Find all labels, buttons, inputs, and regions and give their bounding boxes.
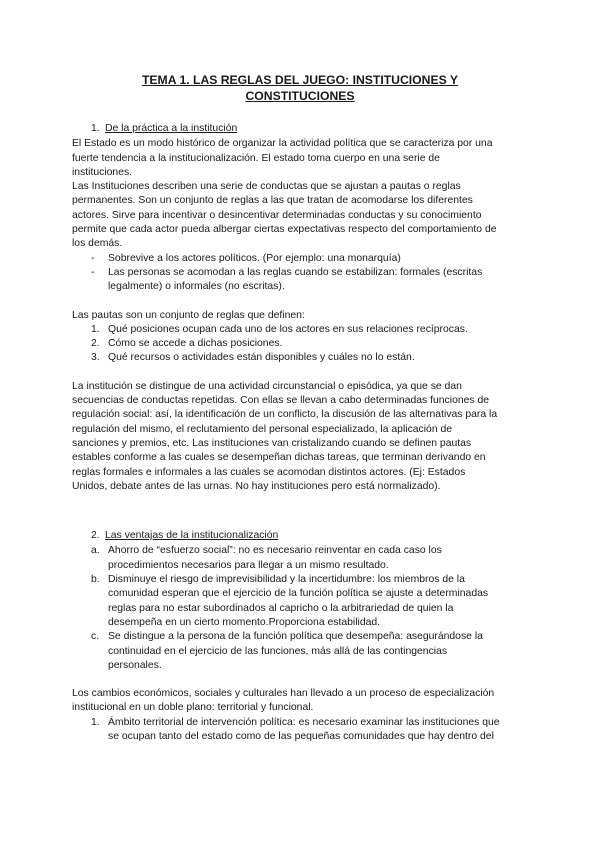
text-line: El Estado es un modo histórico de organizar la actividad política que se caracteriza por una <box>72 138 493 150</box>
text-line: instituciones. <box>72 166 133 178</box>
text-line: desempeña en un cierto momento.Proporciona estabilidad. <box>108 616 381 628</box>
text-line: fuerte tendencia a la institucionalización. El estado toma cuerpo en una serie de <box>72 152 440 164</box>
list-marker: 2. <box>91 338 100 350</box>
text-line: Sobrevive a los actores políticos. (Por ejemplo: una monarquía) <box>108 252 401 264</box>
text-line: sanciones y premios, etc. Las instituciones van cristalizando cuando se definen pautas <box>72 437 472 449</box>
paragraph: Las pautas son un conjunto de reglas que definen: <box>72 309 305 321</box>
document-page <box>72 72 528 744</box>
list-marker: a. <box>91 545 100 557</box>
list-marker: 1. <box>91 323 100 335</box>
text-line: permite que cada actor pueda albergar ciertas expectativas respecto del comportamiento de <box>72 224 497 236</box>
text-line: La institución se distingue de una actividad circunstancial o episódica, ya que se dan <box>72 380 462 392</box>
text-line: regulación social: así, la identificación de un conflicto, la discusión de las alternativas para la <box>72 409 498 421</box>
numbered-list-item <box>72 323 528 337</box>
section-number: 2. <box>91 530 100 542</box>
list-marker: - <box>91 252 95 264</box>
text-line: procedimientos necesarios para llegar a un mismo resultado. <box>108 559 389 571</box>
title-line: CONSTITUCIONES <box>245 89 355 103</box>
lettered-list-item <box>72 544 528 573</box>
title-line: TEMA 1. LAS REGLAS DEL JUEGO: INSTITUCIONES Y <box>141 73 458 87</box>
lettered-list-item <box>72 573 528 630</box>
paragraph <box>72 180 528 251</box>
numbered-list-item <box>72 716 528 745</box>
text-line: reglas para no estar subordinados al capricho o la arbitrariedad de quien la <box>108 602 454 614</box>
numbered-list-item <box>72 337 528 351</box>
text-line: personales. <box>108 659 162 671</box>
text-line: Qué posiciones ocupan cada uno de los actores en sus relaciones recíprocas. <box>108 323 468 335</box>
section-heading <box>91 529 528 543</box>
list-marker: c. <box>91 631 100 643</box>
text-line: reglas formales e informales a las cuales se acomodan distintos actores. (Ej: Estados <box>72 466 466 478</box>
text-line: legalmente) o informales (no escritas). <box>108 281 285 293</box>
text-line: Cómo se accede a dichas posiciones. <box>108 338 283 350</box>
text-line: estables conforme a las cuales se desempeñan dichas tareas, que terminan derivando en <box>72 452 486 464</box>
section-title: De la práctica a la institución <box>105 123 238 134</box>
lettered-list-item <box>72 630 528 673</box>
text-line: Unidos, debate antes de las urnas. No hay instituciones pero está normalizado). <box>72 480 441 492</box>
text-line: secuencias de conductas repetidas. Con ellas se llevan a cabo determinadas funciones de <box>72 395 490 407</box>
text-line: Ámbito territorial de intervención política: es necesario examinar las instituciones que <box>108 716 500 728</box>
document-title <box>72 72 528 104</box>
section-number: 1. <box>91 123 100 134</box>
text-line: se ocupan tanto del estado como de las pequeñas comunidades que hay dentro del <box>108 730 494 742</box>
list-marker: b. <box>91 574 100 586</box>
text-line: los demás. <box>72 238 123 250</box>
paragraph <box>72 687 528 716</box>
text-line: Las Instituciones describen una serie de conductas que se ajustan a pautas o reglas <box>72 181 461 193</box>
section-heading <box>91 122 528 136</box>
text-line: continuidad en el ejercicio de las funciones, más allá de las contingencias <box>108 645 448 657</box>
text-line: Se distingue a la persona de la función política que desempeña: asegurándose la <box>108 631 483 643</box>
text-line: actores. Sirve para incentivar o desincentivar determinadas conductas y su conocimiento <box>72 209 482 221</box>
paragraph <box>72 380 528 494</box>
text-line: Ahorro de “esfuerzo social”: no es necesario reinventar en cada caso los <box>108 545 442 557</box>
text-line: institucional en un doble plano: territorial y funcional. <box>72 702 314 714</box>
list-marker: 1. <box>91 716 100 728</box>
text-line: Qué recursos o actividades están disponibles y cuáles no lo están. <box>108 352 415 364</box>
text-line: Disminuye el riesgo de imprevisibilidad y la incertidumbre: los miembros de la <box>108 574 465 586</box>
paragraph <box>72 137 528 180</box>
numbered-list-item <box>72 351 528 365</box>
text-line: Las personas se acomodan a las reglas cuando se estabilizan: formales (escritas <box>108 266 483 278</box>
text-line: permanentes. Son un conjunto de reglas a las que tratan de acomodarse los diferentes <box>72 195 473 207</box>
section-title: Las ventajas de la institucionalización <box>105 530 279 542</box>
text-line: Los cambios económicos, sociales y culturales han llevado a un proceso de especialización <box>72 688 495 700</box>
text-line: regulación del mismo, el reclutamiento del personal especializado, la aplicación de <box>72 423 453 435</box>
list-marker: - <box>91 266 95 278</box>
text-line: comunidad esperan que el ejercicio de la función política se ajuste a determinadas <box>108 588 489 600</box>
dash-list-item <box>72 266 528 295</box>
dash-list-item <box>72 252 528 266</box>
list-marker: 3. <box>91 352 100 364</box>
